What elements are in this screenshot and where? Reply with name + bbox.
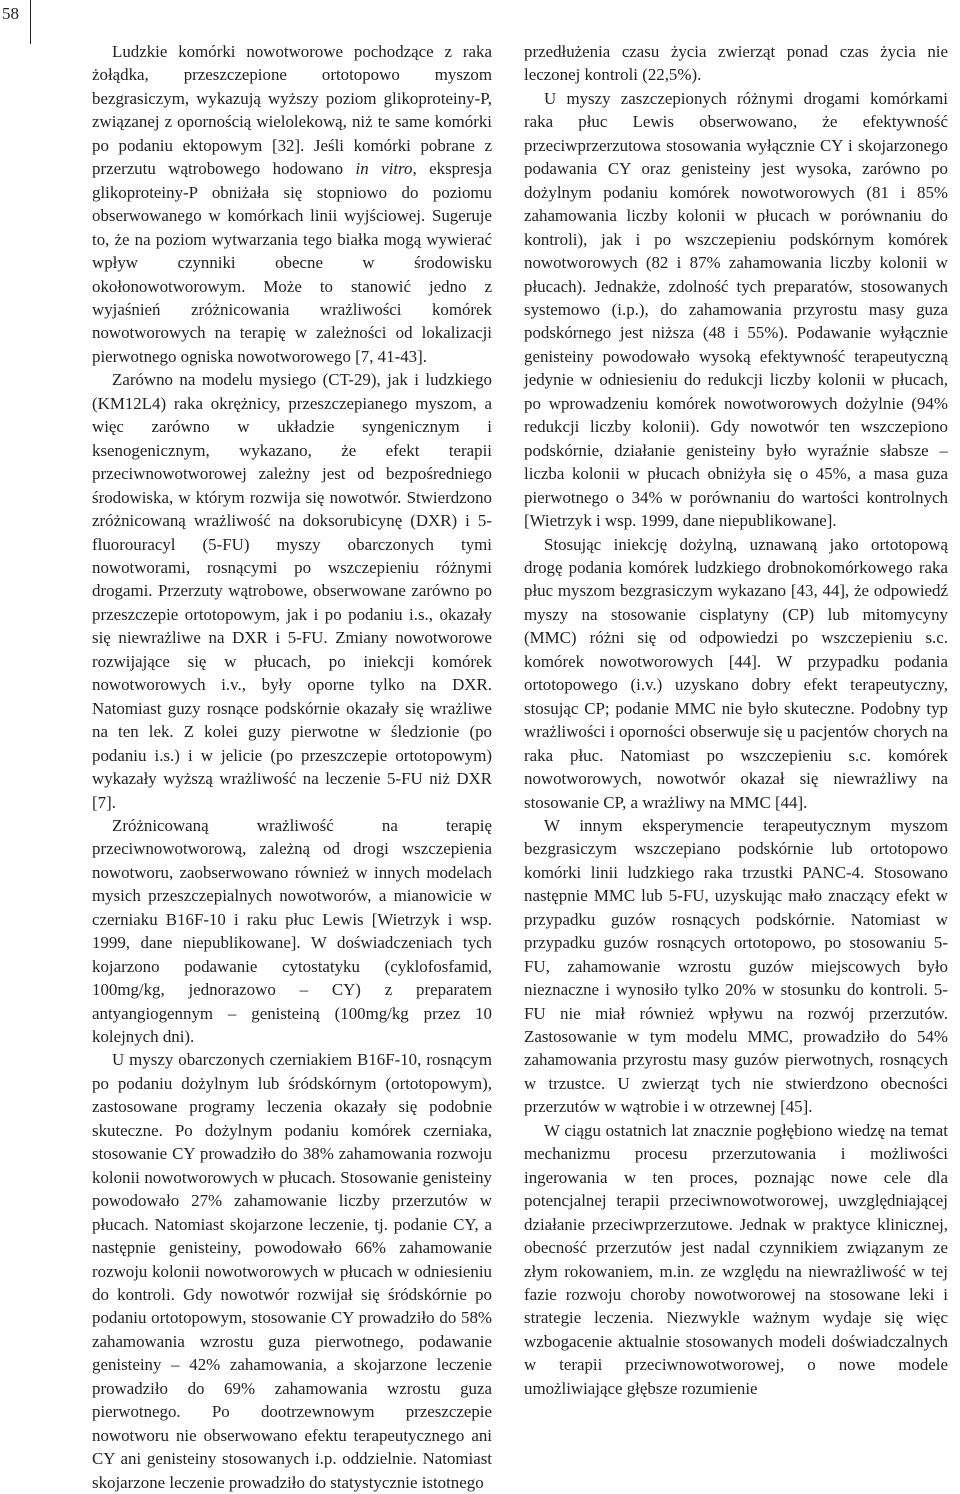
paragraph: [524, 533, 948, 814]
italic-text: in vitro: [355, 159, 413, 179]
paragraph: [92, 40, 492, 368]
paragraph: [92, 368, 492, 814]
paragraph: [92, 1048, 492, 1494]
paragraph: [524, 87, 948, 533]
paragraph-text: W ciągu ostatnich lat znacznie pogłębiono wiedzę na temat mechanizmu procesu przerzutowania i możliwości ingerowania w ten proces, poznając nowe cele dla potencjalnej terapii przeciwnowotworowej, uwzględniającej działanie przeciwprzerzutowe. Jednak w praktyce klinicznej, obecność przerzutów jest nadal czynnikiem związanym ze złym rokowaniem, m.in. ze względu na niewrażliwość w tej fazie rozwoju choroby nowotworowej na stosowane leki i strategie leczenia. Niezwykle ważnym wydaje się więc wzbogacenie aktualnie stosowanych modeli doświadczalnych w terapii przeciwnowotworowej, o nowe modele umożliwiające głębsze rozumienie: [524, 1120, 948, 1398]
left-text-column: [92, 40, 492, 1494]
paragraph-text: , ekspresja glikoproteiny-P obniżała się stopniowo do poziomu obserwowanego w komórkach linii wyjściowej. Sugeruje to, że na poziom wytwarzania tego białka mogą wywierać wpływ czynniki obecne w środowisku okołonowotworowym. Może to stanowić jedno z wyjaśnień zróżnicowania wrażliwości komórek nowotworowych na terapię w zależności od lokalizacji pierwotnego ogniska nowotworowego [7, 41-43].: [92, 159, 492, 366]
paragraph-text: Ludzkie komórki nowotworowe pochodzące z raka żołądka, przeszczepione ortotopowo myszom bezgrasiczym, wykazują wyższy poziom glikoproteiny-P, związanej z opornością wielolekową, niż te same komórki po podaniu ektopowym [32]. Jeśli komórki pobrane z przerzutu wątrobowego hodowano: [92, 42, 492, 179]
paragraph-text: przedłużenia czasu życia zwierząt ponad czas życia nie leczonej kontroli (22,5%).: [524, 42, 948, 85]
paragraph-text: U myszy zaszczepionych różnymi drogami komórkami raka płuc Lewis obserwowano, że efektywność przeciwprzerzutowa stosowania wyłącznie CY i skojarzonego podawania CY oraz genisteiny jest wysoka, zarówno po dożylnym podaniu komórek nowotworowych (81 i 85% zahamowania liczby kolonii w płucach w porównaniu do kontroli), jak i po wszczepieniu podskórnym komórek nowotworowych (82 i 87% zahamowania liczby kolonii w płucach). Jednakże, zdolność tych preparatów, stosowanych systemowo (i.p.), do zahamowania przyrostu masy guza podskórnego jest niższa (48 i 55%). Podawanie wyłącznie genisteiny powodowało wysoką efektywność terapeutyczną jedynie w odniesieniu do redukcji liczby kolonii w płucach, po wprowadzeniu komórek nowotworowych dożylnie (94% redukcji liczby kolonii). Gdy nowotwór ten wszczepiono podskórnie, działanie genisteiny było wyraźnie słabsze – liczba kolonii w płucach obniżyła się o 45%, a masa guza pierwotnego o 34% w porównaniu do wartości kontrolnych [Wietrzyk i wsp. 1999, dane niepublikowane].: [524, 88, 948, 531]
paragraph: [92, 814, 492, 1049]
paragraph-text: W innym eksperymencie terapeutycznym myszom bezgrasiczym wszczepiano podskórnie lub ortotopowo komórki linii ludzkiego raka trzustki PANC-4. Stosowano następnie MMC lub 5-FU, uzyskując mało znaczący efekt w przypadku guzów rosnących podskórnie. Natomiast w przypadku guzów rosnących ortotopowo, po stosowaniu 5-FU, zahamowanie wzrostu guzów miejscowych było nieznaczne i wynosiło tylko 20% w stosunku do kontroli. 5-FU nie miał również wpływu na rozwój przerzutów. Zastosowanie w tym modelu MMC, prowadziło do 54% zahamowania przyrostu masy guzów pierwotnych, rosnących w trzustce. U zwierząt tych nie stwierdzono obecności przerzutów w wątrobie i w otrzewnej [45].: [524, 815, 948, 1117]
paragraph: [524, 1119, 948, 1400]
paragraph-text: Zarówno na modelu mysiego (CT-29), jak i ludzkiego (KM12L4) raka okrężnicy, przeszczepianego myszom, a więc zarówno w układzie syngenicznym i ksenogenicznym, wykazano, że efekt terapii przeciwnowotworowej zależny jest od bezpośredniego środowiska, w którym rozwija się nowotwór. Stwierdzono zróżnicowaną wrażliwość na doksorubicynę (DXR) i 5-fluorouracyl (5-FU) myszy obarczonych tymi nowotworami, rosnącymi po wszczepieniu różnymi drogami. Przerzuty wątrobowe, obserwowane zarówno po przeszczepie ortotopowym, jak i po podaniu i.s., okazały się niewrażliwe na DXR i 5-FU. Zmiany nowotworowe rozwijające się w płucach, po iniekcji komórek nowotworowych i.v., były oporne tylko na DXR. Natomiast guzy rosnące podskórnie okazały się wrażliwe na ten lek. Z kolei guzy pierwotne w śledzionie (po podaniu i.s.) i w jelicie (po przeszczepie ortotopowym) wykazały wyższą wrażliwość na leczenie 5-FU niż DXR [7].: [92, 370, 492, 812]
right-text-column: [524, 40, 948, 1400]
paragraph-text: Zróżnicowaną wrażliwość na terapię przeciwnowotworową, zależną od drogi wszczepienia nowotworu, zaobserwowano również w innych modelach mysich przeszczepialnych nowotworów, a mianowicie w czerniaku B16F-10 i raku płuc Lewis [Wietrzyk i wsp. 1999, dane niepublikowane]. W doświadczeniach tych kojarzono podawanie cytostatyku (cyklofosfamid, 100mg/kg, jednorazowo – CY) z preparatem antyangiogennym – genisteiną (100mg/kg przez 10 kolejnych dni).: [92, 815, 492, 1047]
paragraph-text: U myszy obarczonych czerniakiem B16F-10, rosnącym po podaniu dożylnym lub śródskórnym (ortotopowym), zastosowane programy leczenia okazały się podobnie skuteczne. Po dożylnym podaniu komórek czerniaka, stosowanie CY prowadziło do 38% zahamowania rozwoju kolonii nowotworowych w płucach. Stosowanie genisteiny powodowało 27% zahamowanie liczby przerzutów w płucach. Natomiast skojarzone leczenie, tj. podanie CY, a następnie genisteiny, powodowało 66% zahamowanie rozwoju kolonii nowotworowych w płucach w odniesieniu do kontroli. Gdy nowotwór rozwijał się śródskórnie po podaniu ortotopowym, stosowanie CY prowadziło do 58% zahamowania wzrostu guza pierwotnego, podawanie genisteiny – 42% zahamowania, a skojarzone leczenie prowadziło do 69% zahamowania wzrostu guza pierwotnego. Po dootrzewnowym przeszczepie nowotworu nie obserwowano efektu terapeutycznego ani CY ani genisteiny stosowanych i.p. oddzielnie. Natomiast skojarzone leczenie prowadziło do statystycznie istotnego: [92, 1050, 492, 1492]
paragraph: [524, 40, 948, 87]
paragraph: [524, 814, 948, 1119]
paragraph-text: Stosując iniekcję dożylną, uznawaną jako ortotopową drogę podania komórek ludzkiego drobnokomórkowego raka płuc myszom bezgrasiczym wykazano [43, 44], że odpowiedź myszy na stosowanie cisplatyny (CP) lub mitomycyny (MMC) różni się od odpowiedzi po wszczepieniu s.c. komórek nowotworowych [44]. W przypadku podania ortotopowego (i.v.) uzyskano dobry efekt terapeutyczny, stosując CP; podanie MMC nie było skuteczne. Podobny typ wrażliwości i oporności obserwuje się u pacjentów chorych na raka płuc. Natomiast po wszczepieniu s.c. komórek nowotworowych, nowotwór okazał się niewrażliwy na stosowanie CP, a wrażliwy na MMC [44].: [524, 534, 948, 812]
page-header-rule: [30, 0, 31, 44]
page-number: 58: [2, 4, 19, 23]
